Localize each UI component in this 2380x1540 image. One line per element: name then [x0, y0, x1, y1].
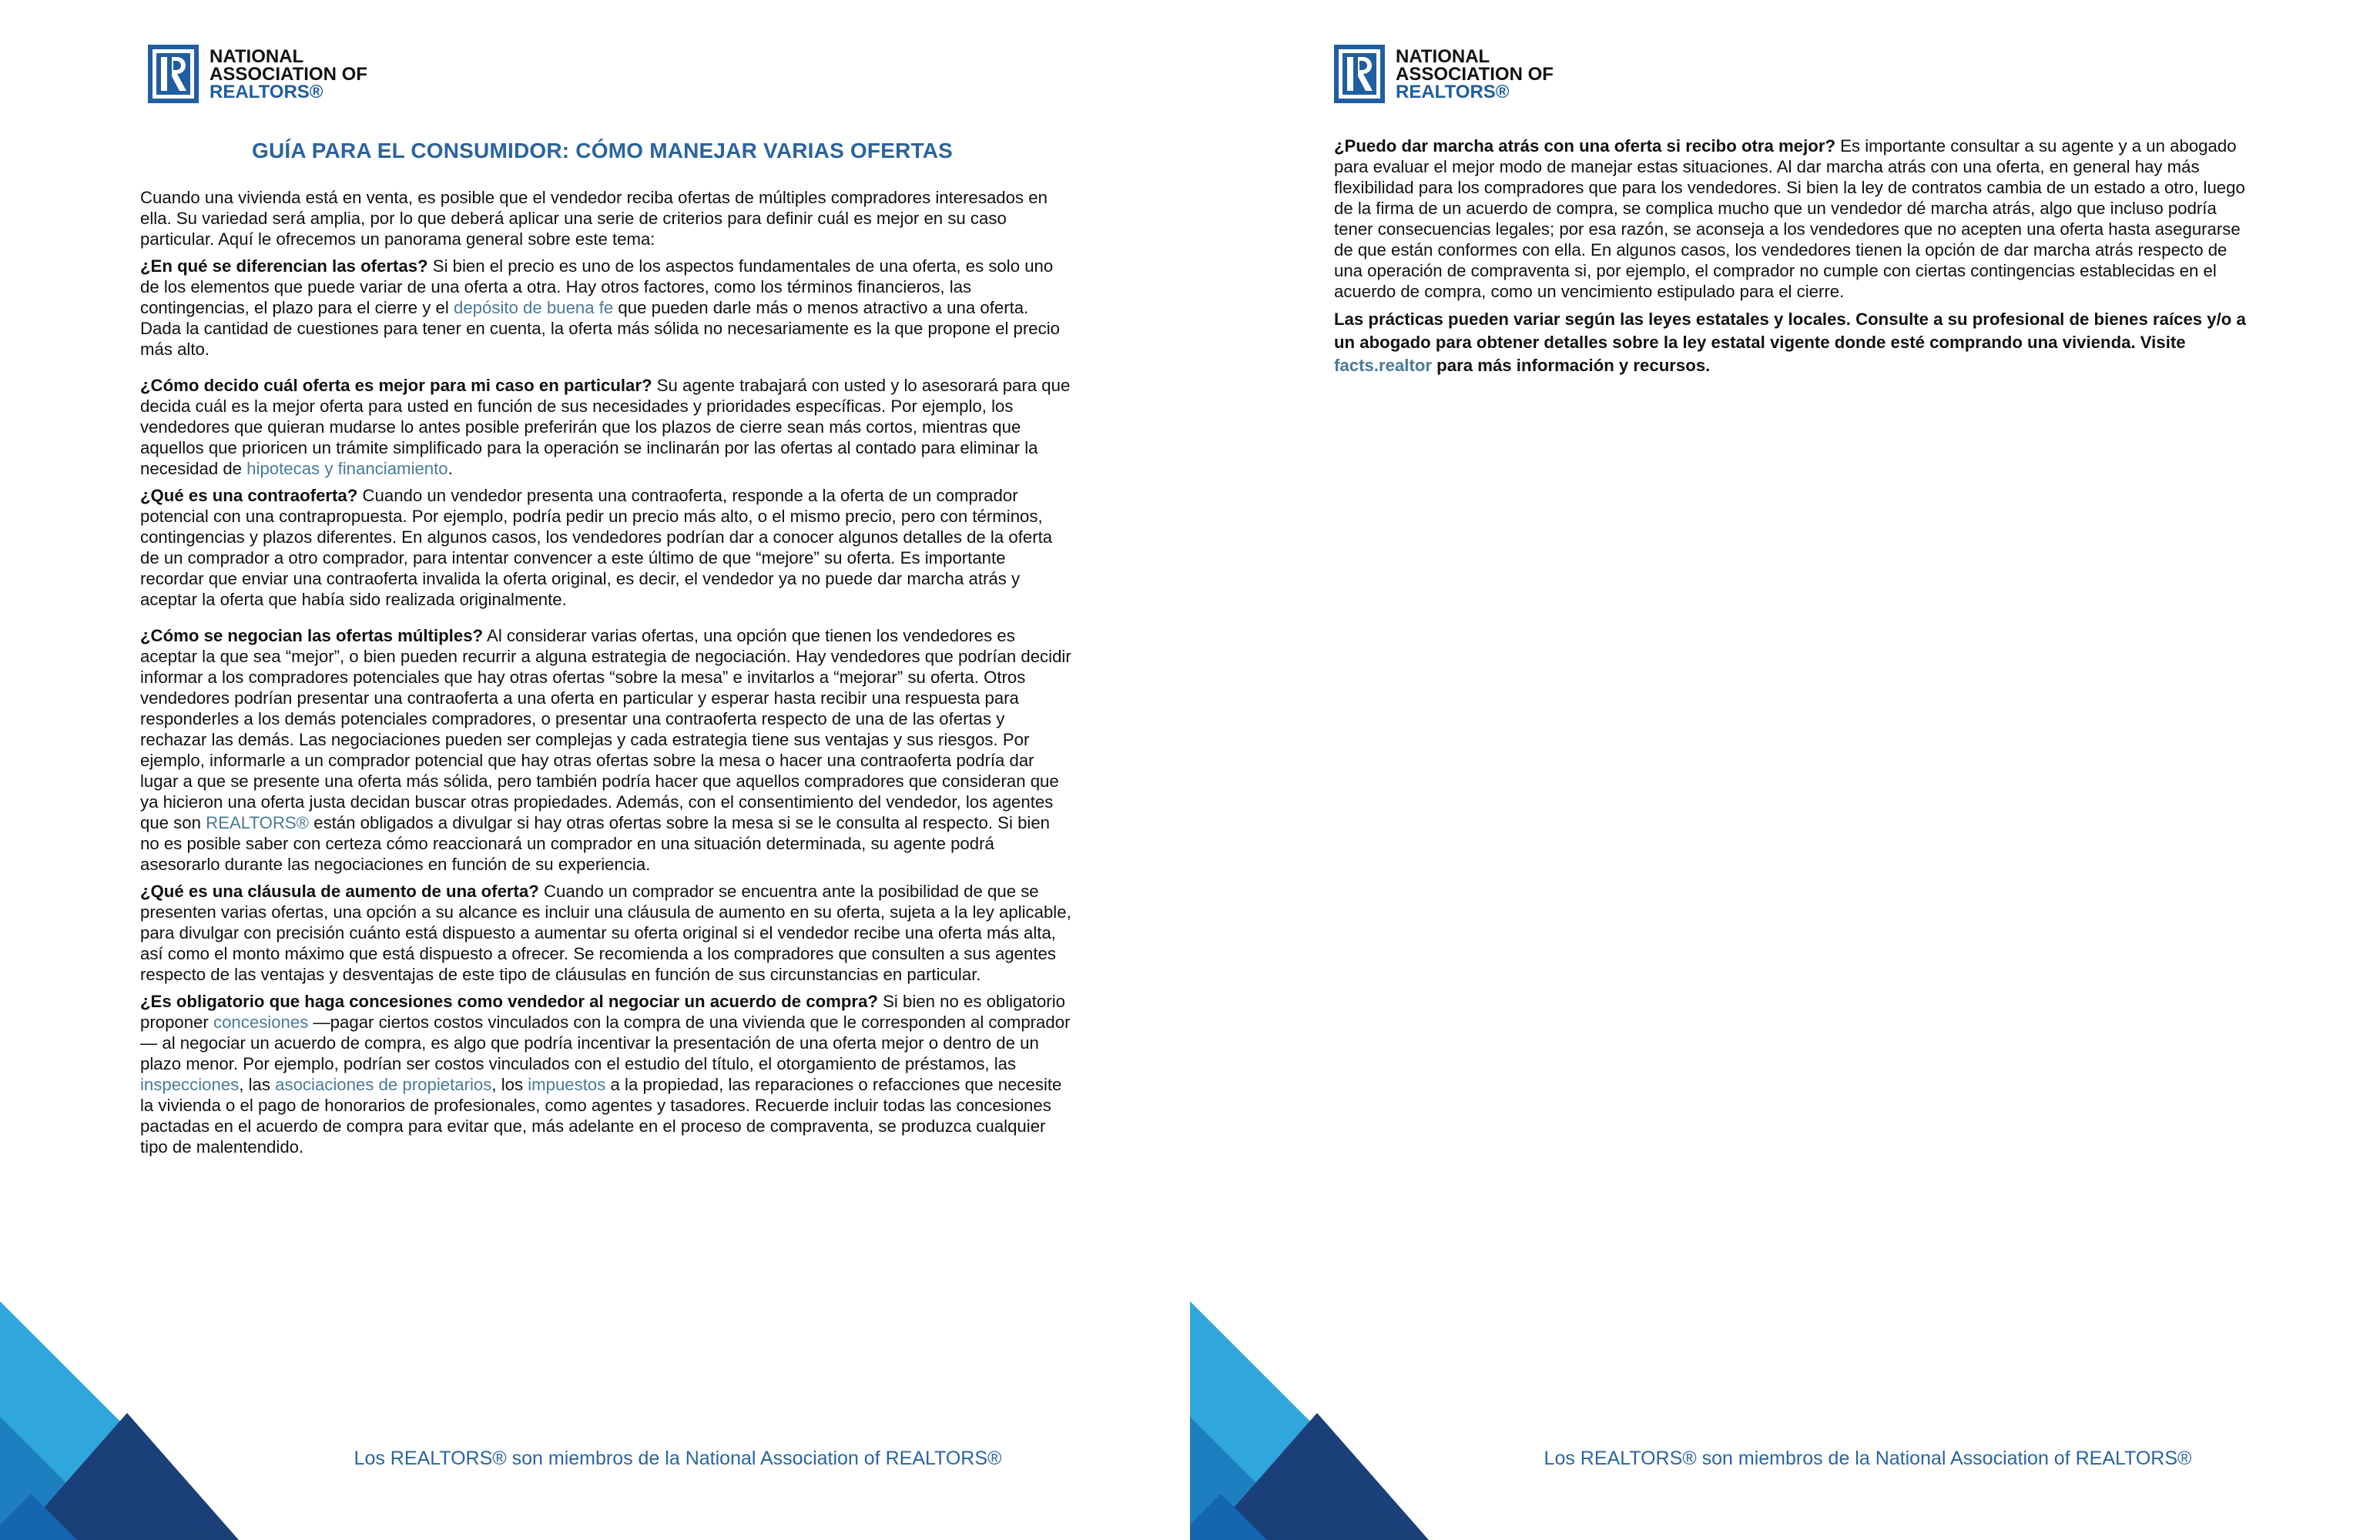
section-text: Si bien el precio es uno de los aspectos fundamentales de una oferta, es solo uno de los elementos que puede variar de una oferta a otra. Hay otros factores, como los términos financieros, las contingencias, el plazo para el cierre y el	[140, 256, 1054, 317]
link-realtors[interactable]: REALTORS®	[206, 813, 310, 832]
section-text: Cuando un comprador se encuentra ante la posibilidad de que se presenten varias ofertas, una opción a su alcance es incluir una cláusula de aumento en su oferta, sujeta a la ley aplicable, para divulgar con precisión cuánto está dispuesto a aumentar su oferta original si el vendedor recibe una oferta más alta, así como el monto máximo que está dispuesto a ofrecer. Se recomienda a los compradores que consulten a sus agentes respecto de las ventajas y desventajas de este tipo de cláusulas en función de sus circunstancias en particular.	[140, 882, 1071, 984]
logo-wordmark	[1396, 45, 1554, 102]
legal-notice	[1334, 308, 2258, 377]
page-1-body	[140, 187, 1072, 1173]
section-text: que pueden darle más o menos atractivo a una oferta. Dada la cantidad de cuestiones para tener en cuenta, la oferta más sólida no necesariamente es la que propone el precio más alto.	[140, 298, 1060, 359]
logo-line-2: ASSOCIATION OF	[210, 63, 367, 85]
section-text: , las	[239, 1075, 276, 1094]
link-deposito-buena-fe[interactable]: depósito de buena fe	[454, 298, 614, 317]
section-question: ¿En qué se diferencian las ofertas?	[140, 256, 428, 276]
section-text: Cuando un vendedor presenta una contraoferta, responde a la oferta de un comprador potencial con una contrapropuesta. Por ejemplo, podría pedir un precio más alto, o el mismo precio, pero con términos, contingencias y plazos diferentes. En algunos casos, los vendedores podrían dar a conocer algunos detalles de la oferta de un comprador a otro comprador, para intentar convencer a este último de que “mejore” su oferta. Es importante recordar que enviar una contraoferta invalida la oferta original, es decir, el vendedor ya no puede dar marcha atrás y aceptar la oferta que había sido realizada originalmente.	[140, 486, 1053, 609]
section-offer-differences	[140, 256, 1072, 360]
section-text: están obligados a divulgar si hay otras ofertas sobre la mesa si se le consulta al respecto. Si bien no es posible saber con certeza cómo reaccionará un comprador en una situación determinada, su agente podrá asesorarlo durante las negociaciones en función de su experiencia.	[140, 813, 1051, 874]
section-question: ¿Es obligatorio que haga concesiones como vendedor al negociar un acuerdo de compra?	[140, 992, 878, 1011]
realtor-r-logo-icon	[1334, 45, 1385, 103]
logo-line-3: REALTORS®	[1396, 81, 1510, 102]
link-asociaciones-propietarios[interactable]: asociaciones de propietarios	[275, 1075, 492, 1094]
section-question: ¿Qué es una cláusula de aumento de una oferta?	[140, 882, 539, 901]
link-impuestos[interactable]: impuestos	[528, 1075, 606, 1094]
link-facts-realtor[interactable]: facts.realtor	[1334, 356, 1433, 375]
section-question: ¿Qué es una contraoferta?	[140, 486, 358, 505]
page-2-body	[1334, 136, 2258, 377]
logo-line-1: NATIONAL	[1396, 45, 1490, 67]
section-concessions	[140, 991, 1072, 1157]
logo-wordmark	[210, 45, 367, 102]
section-withdraw-offer	[1334, 136, 2258, 302]
nar-logo	[148, 45, 367, 103]
document-page-2	[1190, 0, 2380, 1540]
link-inspecciones[interactable]: inspecciones	[140, 1075, 240, 1094]
logo-line-2: ASSOCIATION OF	[1396, 63, 1554, 85]
corner-triangles-decoration	[1190, 1301, 1429, 1540]
section-escalation-clause	[140, 881, 1072, 985]
notice-text: para más información y recursos.	[1432, 356, 1711, 375]
section-text: , los	[491, 1075, 528, 1094]
page-footer: Los REALTORS® son miembros de la National Association of REALTORS®	[354, 1448, 1002, 1469]
section-text: Es importante consultar a su agente y a un abogado para evaluar el mejor modo de manejar estas situaciones. Al dar marcha atrás con una oferta, en general hay más flexibilidad para los compradores que para los vendedores. Si bien la ley de contratos cambia de un estado a otro, luego de la firma de un acuerdo de compra, se complica mucho que un vendedor dé marcha atrás, algo que incluso podría tener consecuencias legales; por esa razón, se aconseja a los vendedores que no acepten una oferta hasta asegurarse de que están conformes con ella. En algunos casos, los vendedores tienen la opción de dar marcha atrás respecto de una operación de compraventa si, por ejemplo, el comprador no cumple con ciertas contingencias establecidas en el acuerdo de compra, como un vencimiento estipulado para el cierre.	[1334, 136, 2245, 301]
section-text: Si bien no es obligatorio proponer	[140, 992, 1065, 1032]
link-hipotecas-financiamiento[interactable]: hipotecas y financiamiento	[246, 459, 448, 478]
section-text: Su agente trabajará con usted y lo asesorará para que decida cuál es la mejor oferta para usted en función de sus necesidades y prioridades específicas. Por ejemplo, los vendedores que quieran mudarse lo antes posible preferirán que los plazos de cierre sean más cortos, mientras que aquellos que prioricen un trámite simplificado para la operación se inclinarán por las ofertas al contado para eliminar la necesidad de	[140, 376, 1071, 478]
logo-line-1: NATIONAL	[210, 45, 304, 67]
section-text: .	[448, 459, 453, 478]
section-text: a la propiedad, las reparaciones o refacciones que necesite la vivienda o el pago de honorarios de profesionales, como agentes y tasadores. Recuerde incluir todas las concesiones pactadas en el acuerdo de compra para evitar que, más adelante en el proceso de compraventa, se produzca cualquier tipo de malentendido.	[140, 1075, 1062, 1157]
nar-logo	[1334, 45, 1554, 103]
intro-paragraph: Cuando una vivienda está en venta, es posible que el vendedor reciba ofertas de múltiples compradores interesados en ella. Su variedad será amplia, por lo que deberá aplicar una serie de criterios para definir cuál es mejor en su caso particular. Aquí le ofrecemos un panorama general sobre este tema:	[140, 188, 1048, 249]
realtor-r-logo-icon	[148, 45, 199, 103]
section-text: Al considerar varias ofertas, una opción que tienen los vendedores es aceptar la que sea “mejor”, o bien pueden recurrir a alguna estrategia de negociación. Hay vendedores que podrían decidir informar a los compradores potenciales que hay otras ofertas “sobre la mesa” e invitarlos a “mejorar” su oferta. Otros vendedores podrían presentar una contraoferta a una oferta en particular y esperar hasta recibir una respuesta para responderles a los demás potenciales compradores, o presentar una contraoferta respecto de una de las ofertas y rechazar las demás. Las negociaciones pueden ser complejas y cada estrategia tiene sus ventajas y sus riesgos. Por ejemplo, informarle a un comprador potencial que hay otras ofertas sobre la mesa o hacer una contraoferta podría dar lugar a que se presente una oferta más sólida, pero también podría hacer que aquellos compradores que consideran que ya hicieron una oferta justa decidan buscar otras propiedades. Además, con el consentimiento del vendedor, los agentes que son	[140, 626, 1071, 832]
section-multiple-offers	[140, 625, 1072, 875]
section-best-offer	[140, 375, 1072, 479]
logo-line-3: REALTORS®	[210, 81, 323, 102]
section-question: ¿Puedo dar marcha atrás con una oferta si recibo otra mejor?	[1334, 136, 1836, 156]
notice-text: Las prácticas pueden variar según las leyes estatales y locales. Consulte a su profesional de bienes raíces y/o a un abogado para obtener detalles sobre la ley estatal vigente donde esté comprando una vivienda. Visite	[1334, 310, 2246, 352]
link-concesiones[interactable]: concesiones	[213, 1013, 309, 1032]
document-title: GUÍA PARA EL CONSUMIDOR: CÓMO MANEJAR VARIAS OFERTAS	[251, 139, 954, 162]
section-counteroffer	[140, 485, 1072, 610]
section-question: ¿Cómo se negocian las ofertas múltiples?	[140, 626, 484, 645]
section-text: —pagar ciertos costos vinculados con la compra de una vivienda que le corresponden al comprador— al negociar un acuerdo de compra, es algo que podría incentivar la presentación de una oferta mejor o dentro de un plazo menor. Por ejemplo, podrían ser costos vinculados con el estudio del título, el otorgamiento de préstamos, las	[140, 1013, 1071, 1073]
page-footer: Los REALTORS® son miembros de la National Association of REALTORS®	[1544, 1448, 2192, 1469]
section-question: ¿Cómo decido cuál oferta es mejor para mi caso en particular?	[140, 376, 652, 395]
corner-triangles-decoration	[0, 1301, 239, 1540]
